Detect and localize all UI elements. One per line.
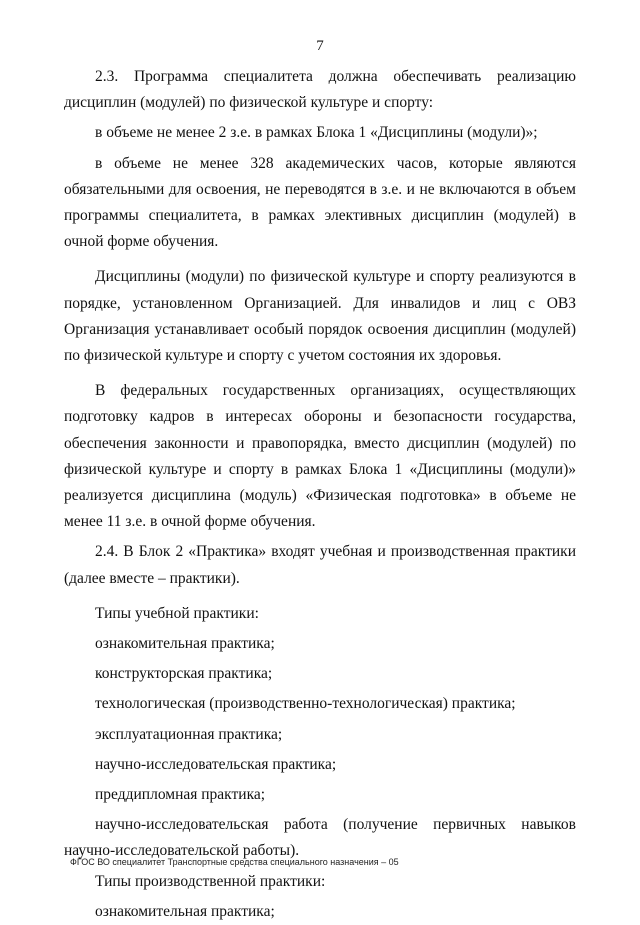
- paragraph: научно-исследовательская практика;: [95, 755, 337, 773]
- paragraph: научно-исследовательская работа (получение первичных навыков научно-исследовательской работы).: [64, 816, 576, 860]
- paragraph: 2.3. Программа специалитета должна обеспечивать реализацию дисциплин (модулей) по физической культуре и спорту:: [64, 68, 576, 112]
- document-body: [64, 64, 576, 925]
- paragraph: ознакомительная практика;: [95, 902, 275, 920]
- paragraph: Типы учебной практики:: [95, 604, 259, 622]
- paragraph: 2.4. В Блок 2 «Практика» входят учебная и производственная практики (далее вместе – практики).: [64, 543, 576, 587]
- paragraph: в объеме не менее 2 з.е. в рамках Блока 1 «Дисциплины (модули)»;: [95, 124, 538, 142]
- page-number: 7: [316, 38, 324, 54]
- paragraph: Дисциплины (модули) по физической культуре и спорту реализуются в порядке, установленном Организацией. Для инвалидов и лиц с ОВЗ Организация устанавливает особый порядок освоения дисциплин (модулей) по физической культуре и спорту с учетом состояния их здоровья.: [64, 268, 576, 365]
- paragraph: в объеме не менее 328 академических часов, которые являются обязательными для освоения, не переводятся в з.е. и не включаются в объем программы специалитета, в рамках элективных дисциплин (модулей) в очной форме обучения.: [64, 154, 576, 251]
- paragraph: конструкторская практика;: [95, 665, 273, 683]
- paragraph: преддипломная практика;: [95, 786, 266, 804]
- paragraph: Типы производственной практики:: [95, 872, 326, 890]
- paragraph: ознакомительная практика;: [95, 635, 275, 653]
- paragraph: технологическая (производственно-технологическая) практика;: [95, 695, 516, 713]
- paragraph: В федеральных государственных организациях, осуществляющих подготовку кадров в интересах обороны и безопасности государства, обеспечения законности и правопорядка, вместо дисциплин (модулей) по физической культуре и спорту в рамках Блока 1 «Дисциплины (модули)» реализуется дисциплина (модуль) «Физическая подготовка» в объеме не менее 11 з.е. в очной форме обучения.: [64, 382, 576, 531]
- paragraph: эксплуатационная практика;: [95, 725, 283, 743]
- footer-text: ФГОС ВО специалитет Транспортные средства специального назначения – 05: [70, 857, 399, 867]
